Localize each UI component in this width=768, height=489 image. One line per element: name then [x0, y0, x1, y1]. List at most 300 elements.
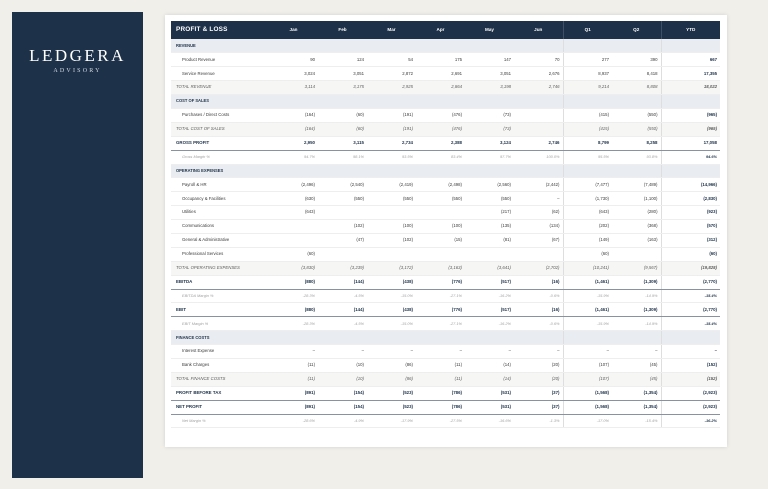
- table-cell: -0.6%: [514, 317, 563, 331]
- table-cell: –: [514, 192, 563, 206]
- row-label: Utilities: [171, 206, 269, 220]
- row-label: EBITDA: [171, 275, 269, 289]
- table-cell: (1,730): [563, 192, 612, 206]
- table-row-key: [171, 400, 720, 414]
- table-row-item: [171, 358, 720, 372]
- table-cell: (60): [318, 108, 367, 122]
- table-cell: -15.0%: [367, 289, 416, 303]
- table-cell: (476): [416, 108, 465, 122]
- row-label: REVENUE: [171, 39, 269, 53]
- table-cell: -15.9%: [563, 317, 612, 331]
- table-cell: 667: [661, 53, 720, 67]
- table-cell: (2,496): [269, 178, 318, 192]
- table-row-ratio: [171, 289, 720, 303]
- table-cell: (891): [269, 400, 318, 414]
- column-header: May: [465, 21, 514, 39]
- table-cell: -15.4%: [661, 317, 720, 331]
- table-row-ratio: [171, 414, 720, 428]
- report-sheet: [165, 15, 727, 447]
- table-row-item: [171, 178, 720, 192]
- table-cell: -16.6%: [465, 414, 514, 428]
- table-cell: -0.6%: [514, 289, 563, 303]
- table-cell: -17.9%: [367, 414, 416, 428]
- table-cell: (2,540): [318, 178, 367, 192]
- row-label: General & Administrative: [171, 233, 269, 247]
- table-cell: (15): [416, 233, 465, 247]
- table-row-item: [171, 345, 720, 359]
- table-row-total: [171, 261, 720, 275]
- table-cell: [465, 247, 514, 261]
- table-cell: (2,830): [661, 192, 720, 206]
- table-cell: (3,163): [416, 261, 465, 275]
- table-cell: 2,746: [514, 81, 563, 95]
- row-label: EBIT Margin %: [171, 317, 269, 331]
- table-cell: (438): [367, 275, 416, 289]
- table-cell: 2,950: [269, 136, 318, 150]
- table-cell: -28.3%: [269, 289, 318, 303]
- table-cell: (134): [514, 220, 563, 234]
- table-cell: [563, 331, 612, 345]
- table-cell: [367, 331, 416, 345]
- table-cell: 93.5%: [367, 150, 416, 164]
- pnl-table: [171, 21, 720, 428]
- table-cell: 54: [367, 53, 416, 67]
- table-cell: (60): [318, 122, 367, 136]
- table-row-section: [171, 39, 720, 53]
- table-cell: (86): [367, 358, 416, 372]
- table-cell: (14,966): [661, 178, 720, 192]
- table-cell: (531): [465, 400, 514, 414]
- table-cell: 3,198: [465, 81, 514, 95]
- table-row-key: [171, 275, 720, 289]
- table-cell: [269, 233, 318, 247]
- table-cell: (20): [514, 372, 563, 386]
- table-cell: -15.4%: [661, 289, 720, 303]
- table-cell: (10): [318, 372, 367, 386]
- table-cell: –: [661, 345, 720, 359]
- table-cell: (9,567): [612, 261, 661, 275]
- table-cell: (2,419): [367, 178, 416, 192]
- table-cell: 2,746: [514, 136, 563, 150]
- column-header: Jan: [269, 21, 318, 39]
- table-cell: 2,925: [367, 81, 416, 95]
- table-cell: (3,641): [465, 261, 514, 275]
- table-cell: (923): [661, 206, 720, 220]
- table-cell: (202): [563, 220, 612, 234]
- table-cell: 18,022: [661, 81, 720, 95]
- table-cell: (1,568): [563, 386, 612, 400]
- table-cell: 3,124: [465, 136, 514, 150]
- table-cell: 83.4%: [416, 150, 465, 164]
- table-cell: (45): [612, 358, 661, 372]
- table-cell: [563, 95, 612, 109]
- table-cell: (60): [661, 247, 720, 261]
- table-cell: [318, 331, 367, 345]
- table-cell: 8,808: [612, 81, 661, 95]
- table-cell: (415): [563, 122, 612, 136]
- table-cell: 2,734: [367, 136, 416, 150]
- table-cell: [367, 164, 416, 178]
- table-cell: (2,923): [661, 400, 720, 414]
- table-cell: (16): [514, 275, 563, 289]
- table-cell: 3,175: [318, 81, 367, 95]
- table-cell: (154): [318, 386, 367, 400]
- table-cell: (550): [416, 192, 465, 206]
- table-cell: (965): [661, 122, 720, 136]
- table-cell: 175: [416, 53, 465, 67]
- table-cell: [563, 39, 612, 53]
- table-cell: (880): [269, 275, 318, 289]
- table-cell: [416, 331, 465, 345]
- table-cell: [612, 164, 661, 178]
- table-cell: 94.6%: [661, 150, 720, 164]
- table-cell: (1,568): [563, 400, 612, 414]
- table-cell: (786): [416, 386, 465, 400]
- table-cell: -16.2%: [661, 414, 720, 428]
- table-cell: (550): [612, 122, 661, 136]
- table-cell: [269, 220, 318, 234]
- table-cell: [612, 331, 661, 345]
- table-cell: (3,830): [269, 261, 318, 275]
- table-cell: –: [563, 345, 612, 359]
- table-cell: (2,498): [416, 178, 465, 192]
- table-cell: (191): [367, 108, 416, 122]
- table-cell: (786): [416, 400, 465, 414]
- table-cell: (11): [269, 358, 318, 372]
- row-label: NET PROFIT: [171, 400, 269, 414]
- row-label: TOTAL FINANCE COSTS: [171, 372, 269, 386]
- table-row-total: [171, 81, 720, 95]
- table-cell: 8,258: [612, 136, 661, 150]
- row-label: Gross Margin %: [171, 150, 269, 164]
- table-cell: [563, 164, 612, 178]
- table-cell: –: [465, 345, 514, 359]
- table-row-item: [171, 233, 720, 247]
- table-cell: [269, 331, 318, 345]
- table-cell: (517): [465, 303, 514, 317]
- table-cell: [269, 164, 318, 178]
- row-label: Professional Services: [171, 247, 269, 261]
- table-cell: [367, 39, 416, 53]
- column-header: Mar: [367, 21, 416, 39]
- column-header: Q1: [563, 21, 612, 39]
- table-cell: 94.7%: [269, 150, 318, 164]
- table-cell: (531): [465, 386, 514, 400]
- table-cell: –: [318, 345, 367, 359]
- table-cell: -15.4%: [612, 414, 661, 428]
- table-cell: (7,489): [612, 178, 661, 192]
- column-header: Q2: [612, 21, 661, 39]
- row-label: Net Margin %: [171, 414, 269, 428]
- table-cell: (164): [269, 122, 318, 136]
- table-cell: [661, 164, 720, 178]
- table-cell: 17,355: [661, 67, 720, 81]
- row-label: Occupancy & Facilities: [171, 192, 269, 206]
- sidebar: [12, 12, 143, 478]
- table-cell: 277: [563, 53, 612, 67]
- table-cell: [612, 39, 661, 53]
- logo-name: LEDGERA: [29, 46, 126, 65]
- table-cell: (550): [367, 192, 416, 206]
- table-cell: 8,799: [563, 136, 612, 150]
- table-cell: -16.2%: [465, 317, 514, 331]
- table-cell: (152): [661, 358, 720, 372]
- table-cell: (630): [269, 192, 318, 206]
- table-cell: (60): [563, 247, 612, 261]
- table-cell: 3,024: [269, 67, 318, 81]
- table-cell: (1,309): [612, 303, 661, 317]
- table-cell: (550): [465, 192, 514, 206]
- table-cell: [269, 95, 318, 109]
- table-cell: (523): [367, 400, 416, 414]
- logo-subtitle: ADVISORY: [53, 68, 102, 74]
- table-cell: -1.3%: [514, 414, 563, 428]
- table-cell: (476): [416, 122, 465, 136]
- table-cell: [465, 164, 514, 178]
- column-header: Feb: [318, 21, 367, 39]
- table-cell: 2,864: [416, 81, 465, 95]
- table-cell: -4.5%: [318, 289, 367, 303]
- table-row-ratio: [171, 150, 720, 164]
- table-cell: 3,114: [269, 81, 318, 95]
- table-cell: [367, 206, 416, 220]
- table-cell: (81): [465, 233, 514, 247]
- table-cell: –: [416, 345, 465, 359]
- table-cell: (164): [269, 108, 318, 122]
- table-cell: (1,461): [563, 303, 612, 317]
- table-cell: [318, 95, 367, 109]
- table-cell: (217): [465, 206, 514, 220]
- table-cell: (135): [465, 220, 514, 234]
- row-label: COST OF SALES: [171, 95, 269, 109]
- table-row-item: [171, 53, 720, 67]
- row-label: TOTAL OPERATING EXPENSES: [171, 261, 269, 275]
- table-row-item: [171, 247, 720, 261]
- table-cell: (368): [612, 220, 661, 234]
- table-cell: (60): [269, 247, 318, 261]
- table-row-ratio: [171, 317, 720, 331]
- row-label: TOTAL REVENUE: [171, 81, 269, 95]
- table-cell: (1,309): [612, 275, 661, 289]
- table-cell: -14.9%: [612, 289, 661, 303]
- table-cell: [514, 247, 563, 261]
- table-cell: (163): [612, 233, 661, 247]
- table-cell: (965): [661, 108, 720, 122]
- row-label: FINANCE COSTS: [171, 331, 269, 345]
- row-label: EBIT: [171, 303, 269, 317]
- table-cell: [612, 95, 661, 109]
- column-header: Apr: [416, 21, 465, 39]
- table-cell: 95.5%: [563, 150, 612, 164]
- table-cell: [465, 331, 514, 345]
- table-cell: –: [514, 345, 563, 359]
- table-cell: [269, 39, 318, 53]
- column-header: PROFIT & LOSS: [171, 21, 269, 39]
- table-cell: (47): [318, 233, 367, 247]
- column-header: Jun: [514, 21, 563, 39]
- table-cell: (154): [318, 400, 367, 414]
- table-cell: -17.0%: [563, 414, 612, 428]
- table-cell: [416, 206, 465, 220]
- table-cell: (2,923): [661, 386, 720, 400]
- table-cell: 100.0%: [514, 150, 563, 164]
- table-cell: -15.9%: [563, 289, 612, 303]
- table-cell: (11): [416, 372, 465, 386]
- table-cell: (20): [514, 358, 563, 372]
- table-cell: [514, 39, 563, 53]
- table-cell: 9,214: [563, 81, 612, 95]
- table-cell: (191): [367, 122, 416, 136]
- table-cell: 124: [318, 53, 367, 67]
- table-cell: (3,172): [367, 261, 416, 275]
- table-cell: –: [269, 345, 318, 359]
- table-cell: (2,702): [514, 261, 563, 275]
- table-cell: (1,461): [563, 275, 612, 289]
- table-cell: (2,442): [514, 178, 563, 192]
- table-cell: (73): [465, 122, 514, 136]
- table-cell: (415): [563, 108, 612, 122]
- table-cell: [514, 108, 563, 122]
- table-cell: (149): [563, 233, 612, 247]
- table-cell: (312): [661, 233, 720, 247]
- table-row-item: [171, 206, 720, 220]
- row-label: Purchases / Direct Costs: [171, 108, 269, 122]
- table-cell: (776): [416, 303, 465, 317]
- table-cell: 8,418: [612, 67, 661, 81]
- table-cell: [318, 247, 367, 261]
- table-cell: -27.1%: [416, 317, 465, 331]
- table-cell: (152): [661, 372, 720, 386]
- table-cell: –: [612, 345, 661, 359]
- table-cell: 2,691: [416, 67, 465, 81]
- table-cell: [416, 164, 465, 178]
- table-cell: (2,560): [465, 178, 514, 192]
- row-label: EBITDA Margin %: [171, 289, 269, 303]
- table-cell: (67): [514, 233, 563, 247]
- table-cell: (144): [318, 275, 367, 289]
- table-row-section: [171, 95, 720, 109]
- row-label: Communications: [171, 220, 269, 234]
- table-row-key: [171, 136, 720, 150]
- table-cell: (517): [465, 275, 514, 289]
- table-cell: (45): [612, 372, 661, 386]
- table-cell: (7,477): [563, 178, 612, 192]
- table-cell: -4.9%: [318, 414, 367, 428]
- table-cell: 390: [612, 53, 661, 67]
- table-cell: (643): [269, 206, 318, 220]
- table-cell: 3,051: [465, 67, 514, 81]
- table-cell: -14.9%: [612, 317, 661, 331]
- table-cell: (37): [514, 400, 563, 414]
- table-cell: -4.5%: [318, 317, 367, 331]
- table-cell: (102): [318, 220, 367, 234]
- table-row-key: [171, 303, 720, 317]
- table-row-item: [171, 108, 720, 122]
- table-cell: [465, 39, 514, 53]
- table-row-section: [171, 331, 720, 345]
- table-row-key: [171, 386, 720, 400]
- row-label: Product Revenue: [171, 53, 269, 67]
- table-cell: (891): [269, 386, 318, 400]
- table-cell: [367, 95, 416, 109]
- table-cell: [514, 331, 563, 345]
- row-label: Payroll & HR: [171, 178, 269, 192]
- table-row-total: [171, 122, 720, 136]
- table-cell: (523): [367, 386, 416, 400]
- table-cell: 8,937: [563, 67, 612, 81]
- table-cell: (2,770): [661, 275, 720, 289]
- table-cell: [514, 95, 563, 109]
- table-cell: (100): [367, 220, 416, 234]
- table-cell: (1,354): [612, 400, 661, 414]
- table-cell: (19,828): [661, 261, 720, 275]
- table-cell: [318, 164, 367, 178]
- row-label: Service Revenue: [171, 67, 269, 81]
- table-row-total: [171, 372, 720, 386]
- table-cell: (62): [514, 206, 563, 220]
- column-header: YTD: [661, 21, 720, 39]
- table-cell: (86): [367, 372, 416, 386]
- table-cell: [318, 206, 367, 220]
- table-cell: [661, 95, 720, 109]
- table-cell: (11): [416, 358, 465, 372]
- row-label: GROSS PROFIT: [171, 136, 269, 150]
- table-cell: (102): [367, 233, 416, 247]
- table-cell: 17,058: [661, 136, 720, 150]
- row-label: PROFIT BEFORE TAX: [171, 386, 269, 400]
- table-cell: (280): [612, 206, 661, 220]
- table-row-item: [171, 67, 720, 81]
- table-cell: (14): [465, 358, 514, 372]
- row-label: Interest Expense: [171, 345, 269, 359]
- table-row-item: [171, 192, 720, 206]
- table-cell: -15.0%: [367, 317, 416, 331]
- table-cell: 3,115: [318, 136, 367, 150]
- table-cell: (880): [269, 303, 318, 317]
- table-cell: (1,354): [612, 386, 661, 400]
- table-header-row: [171, 21, 720, 39]
- table-cell: -16.2%: [465, 289, 514, 303]
- table-cell: (37): [514, 386, 563, 400]
- table-cell: [416, 95, 465, 109]
- table-row-item: [171, 220, 720, 234]
- table-cell: (570): [661, 220, 720, 234]
- table-cell: [367, 247, 416, 261]
- logo: [12, 46, 143, 74]
- table-row-section: [171, 164, 720, 178]
- table-cell: 98.1%: [318, 150, 367, 164]
- table-cell: 2,872: [367, 67, 416, 81]
- table-cell: 70: [514, 53, 563, 67]
- table-cell: 2,676: [514, 67, 563, 81]
- table-cell: 90: [269, 53, 318, 67]
- table-cell: (16): [514, 303, 563, 317]
- table-cell: (438): [367, 303, 416, 317]
- table-cell: (11): [269, 372, 318, 386]
- table-cell: [514, 122, 563, 136]
- table-cell: (107): [563, 358, 612, 372]
- table-cell: [612, 247, 661, 261]
- table-cell: (3,239): [318, 261, 367, 275]
- table-cell: (550): [318, 192, 367, 206]
- table-cell: -27.5%: [416, 414, 465, 428]
- table-cell: (2,770): [661, 303, 720, 317]
- table-cell: -28.6%: [269, 414, 318, 428]
- table-cell: (107): [563, 372, 612, 386]
- table-cell: –: [367, 345, 416, 359]
- table-cell: 3,051: [318, 67, 367, 81]
- row-label: Bank Charges: [171, 358, 269, 372]
